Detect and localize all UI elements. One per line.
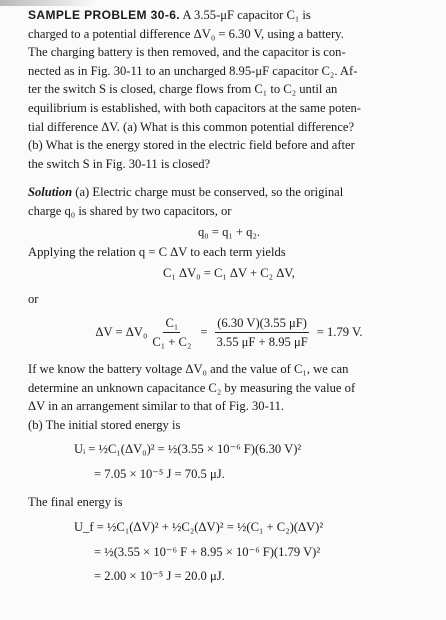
problem-line-7: tial difference ΔV. (a) What is this common potential difference?: [28, 119, 355, 134]
sample-problem-statement: [28, 6, 430, 173]
problem-line-4: nected as in Fig. 30-11 to an uncharged 8.95-μF capacitor C₂. Af-: [28, 63, 358, 78]
paragraph-2-line-1: If we know the battery voltage ΔV₀ and the value of C₁, we can: [28, 361, 349, 376]
equation-initial-energy: Uᵢ = ½C₁(ΔV₀)² = ½(3.55 × 10⁻⁶ F)(6.30 V)²: [74, 442, 302, 457]
solution-section: [28, 183, 430, 586]
eq3-fraction-2: [214, 315, 309, 350]
final-energy-label: The final energy is: [28, 495, 123, 510]
solution-line-3: Applying the relation q = C ΔV to each term yields: [28, 245, 286, 260]
eq3-fraction-1: [150, 315, 193, 350]
equation-final-energy: U_f = ½C₁(ΔV)² + ½C₂(ΔV)² = ½(C₁ + C₂)(ΔV)²: [74, 520, 324, 535]
eq3-fraction-2-numerator: (6.30 V)(3.55 μF): [215, 315, 309, 333]
equation-common-potential: [28, 315, 430, 350]
eq3-fraction-1-denominator: C₁ + C₂: [152, 334, 192, 349]
equation-charge-conservation: q₀ = q₁ + q₂.: [197, 224, 260, 239]
equation-capacitance-relation: C₁ ΔV₀ = C₁ ΔV + C₂ ΔV,: [163, 265, 295, 280]
eq3-lhs: ΔV = ΔV₀: [95, 325, 148, 340]
equation-final-energy-substitution: = ½(3.55 × 10⁻⁶ F + 8.95 × 10⁻⁶ F)(1.79 V)²: [94, 544, 321, 559]
paragraph-2-line-2: determine an unknown capacitance C₂ by measuring the value of: [28, 380, 356, 395]
eq3-equals: =: [200, 325, 208, 340]
solution-line-1: Solution (a) Electric charge must be conserved, so the original: [28, 185, 344, 200]
eq3-fraction-2-denominator: 3.55 μF + 8.95 μF: [216, 334, 308, 349]
problem-line-6: equilibrium is established, with both capacitors at the same poten-: [28, 100, 361, 115]
equation-initial-energy-result: = 7.05 × 10⁻⁵ J = 70.5 μJ.: [94, 466, 225, 481]
part-b-line: (b) The initial stored energy is: [28, 417, 181, 432]
problem-line-5: ter the switch S is closed, charge flows from C₁ to C₂ until an: [28, 82, 338, 97]
solution-line-2: charge q₀ is shared by two capacitors, or: [28, 203, 232, 218]
paragraph-2-line-3: ΔV in an arrangement similar to that of Fig. 30-11.: [28, 399, 285, 414]
eq3-result: = 1.79 V.: [316, 325, 363, 340]
solution-label: Solution: [28, 185, 73, 200]
equation-final-energy-result: = 2.00 × 10⁻⁵ J = 20.0 μJ.: [94, 569, 225, 584]
scan-edge-shadow: [0, 0, 96, 6]
problem-line-9: the switch S in Fig. 30-11 is closed?: [28, 156, 211, 171]
problem-line-8: (b) What is the energy stored in the electric field before and after: [28, 138, 355, 153]
problem-line-3: The charging battery is then removed, and the capacitor is con-: [28, 45, 346, 60]
problem-line-1: SAMPLE PROBLEM 30-6. A 3.55-μF capacitor C₁ is: [28, 8, 311, 22]
or-label: or: [28, 292, 39, 307]
eq3-fraction-1-numerator: C₁: [163, 315, 180, 333]
problem-heading: SAMPLE PROBLEM 30-6.: [28, 8, 181, 22]
problem-line-2: charged to a potential difference ΔV₀ = 6.30 V, using a battery.: [28, 26, 344, 41]
